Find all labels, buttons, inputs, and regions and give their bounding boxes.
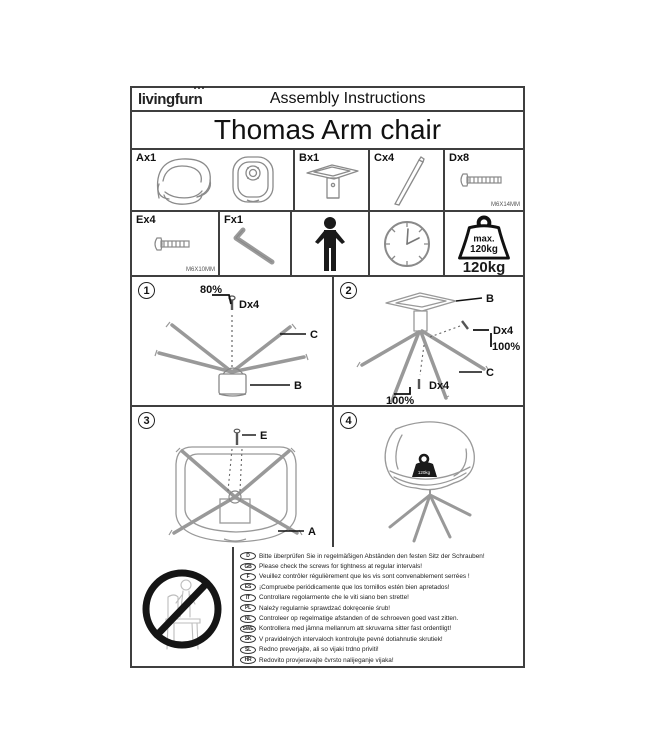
step-4 [334,407,523,547]
step-2 [334,277,523,407]
step-3-diagram [132,407,334,545]
warning-row [240,551,521,561]
step-1 [132,277,334,407]
weight-label: 120kg [462,259,506,276]
person-icon [310,216,350,272]
part-a-front-view-drawing [150,154,222,206]
warning-text: Veuillez contrôler régulièrement que les vis sont convenablement serrées ! [259,573,470,581]
parts-row-2 [132,212,523,277]
step-3-number: 3 [138,412,155,429]
brand-logo [132,91,202,108]
svg-text:120kg: 120kg [417,470,431,475]
warning-row [240,613,521,623]
product-title: Thomas Arm chair [132,112,523,150]
step-1-number: 1 [138,282,155,299]
warning-row [240,645,521,655]
part-c-leg-drawing [381,154,433,206]
lang-code-badge: HR [240,656,256,664]
person-cell [292,212,370,275]
warning-text: Controllare regolarmente che le viti siano ben strette! [259,594,409,602]
clock-cell [370,212,445,275]
warning-text: Kontrollera med jämna mellanrum att skruvarna sitter fast ordentligt! [259,625,452,633]
part-e-size: M6X10MM [185,267,215,273]
step-2-number: 2 [340,282,357,299]
warning-text: Redno preverjajte, ali so vijaki trdno priviti! [259,646,379,654]
svg-text:B: B [294,380,302,392]
svg-text:120kg: 120kg [470,244,498,256]
header-title: Assembly Instructions [269,90,426,107]
svg-text:100%: 100% [492,341,521,353]
warning-row [240,634,521,644]
part-d-screw-drawing [455,171,513,189]
lang-code-badge: PL [240,604,256,612]
part-f-allen-key-drawing [228,222,282,266]
lang-code-badge: SK [240,635,256,643]
lang-code-badge: ES [240,583,256,591]
svg-text:max.: max. [473,233,495,244]
part-e-cell [132,212,220,275]
lang-code-badge: SWE [240,625,256,633]
svg-text:C: C [310,329,318,341]
warning-text: Controleer op regelmatige afstanden of de schroeven goed vast zitten. [259,615,459,623]
part-b-cell [295,150,370,210]
warning-text: Redovito provjeravajte čvrsto nalijeganje vijaka! [259,656,394,664]
warning-row [240,655,521,665]
part-e-label: Ex4 [136,214,156,226]
svg-text:80%: 80% [200,284,223,296]
warnings-list [234,547,523,666]
warning-row [240,603,521,613]
warning-text: Please check the screws for tightness at regular intervals! [259,563,423,571]
warning-row [240,561,521,571]
no-standing-cell [132,547,234,666]
warning-row [240,582,521,592]
svg-text:Dx4: Dx4 [429,380,450,392]
step-4-diagram [334,407,523,545]
warning-text: Należy regularnie sprawdzać dokręcenie śrub! [259,604,391,612]
warning-text: ¡Compruebe periódicamente que los tornillos estén bien apretados! [259,583,450,591]
part-e-screw-drawing [149,235,201,253]
part-f-label: Fx1 [224,214,243,226]
lang-code-badge: GB [240,563,256,571]
part-d-size: M6X14MM [490,202,520,208]
lang-code-badge: SL [240,646,256,654]
step-3 [132,407,334,547]
step-4-number: 4 [340,412,357,429]
max-weight-icon [452,215,516,260]
svg-text:C: C [486,367,494,379]
step-1-diagram [132,277,334,405]
warning-row [240,593,521,603]
lang-code-badge: F [240,573,256,581]
lang-code-badge: NL [240,615,256,623]
part-d-cell [445,150,523,210]
part-b-base-plate-drawing [302,157,362,203]
part-c-label: Cx4 [374,152,395,164]
no-standing-on-chair-icon [138,559,226,654]
lang-code-badge: IT [240,594,256,602]
weight-cell [445,212,523,275]
bottom-row [132,547,523,666]
warning-row [240,624,521,634]
warning-row [240,572,521,582]
svg-text:E: E [260,430,268,442]
warning-text: Bitte überprüfen Sie in regelmäßigen Abständen den festen Sitz der Schrauben! [259,552,485,560]
steps-grid [132,277,523,547]
svg-text:B: B [486,293,494,305]
svg-text:Dx4: Dx4 [493,325,514,337]
instruction-sheet [130,86,525,668]
part-a-bottom-view-drawing [230,154,276,206]
brand-logo-dots-icon [194,87,205,90]
part-c-cell [370,150,445,210]
clock-icon [381,218,433,270]
svg-text:A: A [308,526,316,538]
lang-code-badge: D [240,552,256,560]
part-d-label: Dx8 [449,152,470,164]
step-2-diagram [334,277,523,405]
sheet-header [132,88,523,112]
part-a-label: Ax1 [136,152,157,164]
svg-text:100%: 100% [386,395,415,405]
warning-text: V pravidelných intervaloch kontrolujte pevné dotiahnutie skrutiek! [259,635,443,643]
svg-text:Dx4: Dx4 [239,299,260,311]
brand-logo-text: livingfurn [138,90,203,108]
part-b-label: Bx1 [299,152,320,164]
part-a-cell [132,150,295,210]
part-f-cell [220,212,292,275]
parts-row-1 [132,150,523,212]
